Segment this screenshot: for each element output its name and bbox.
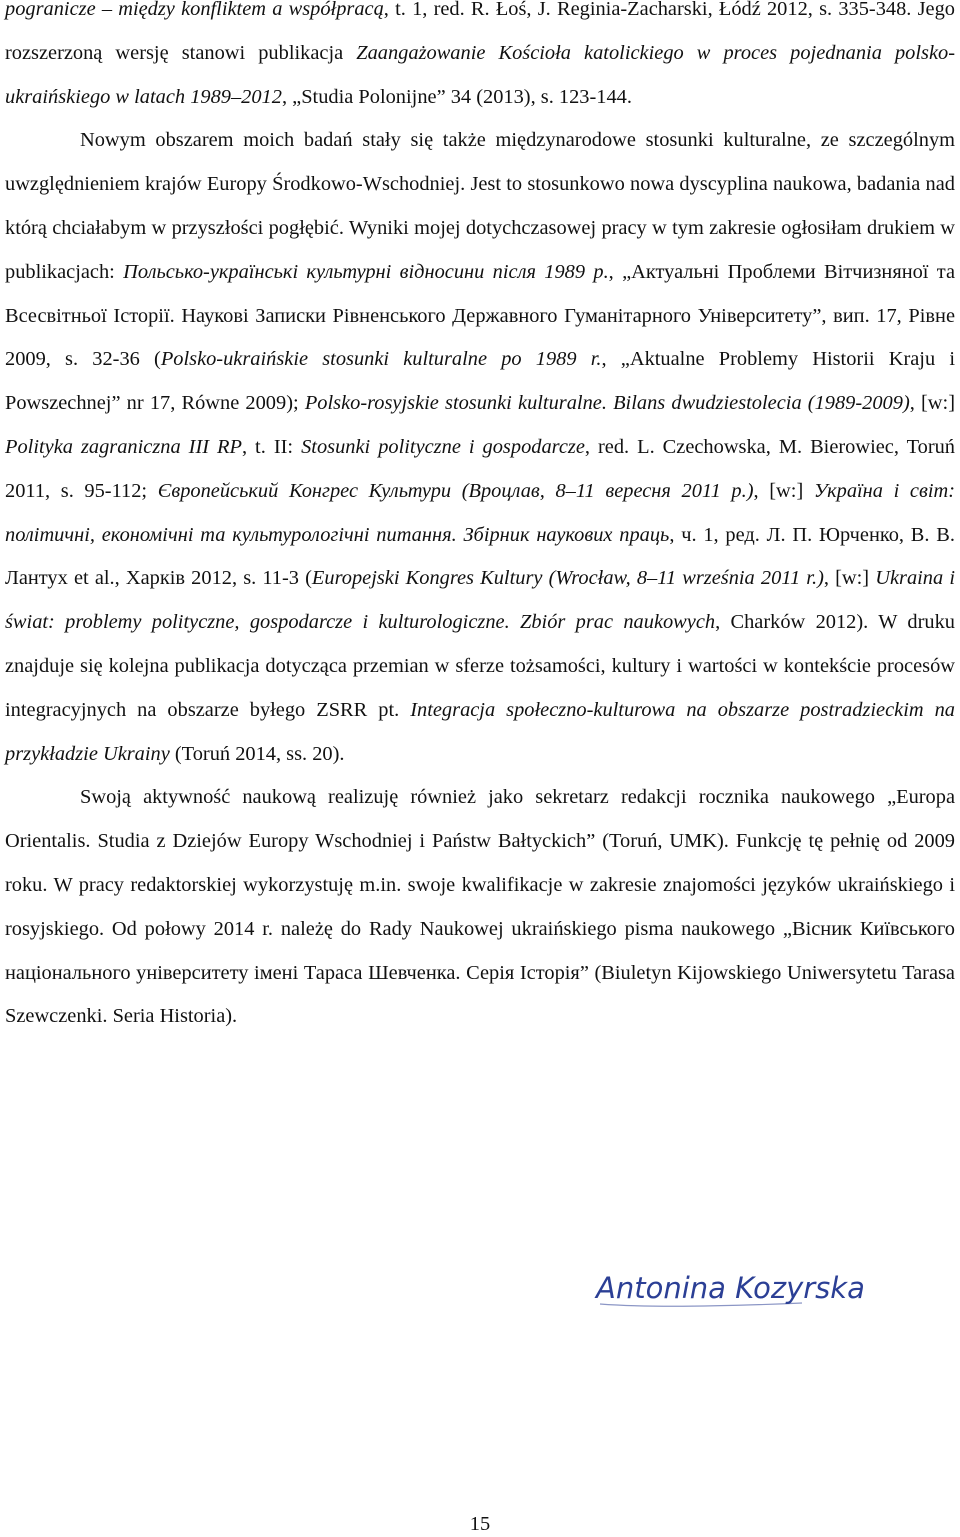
text-run: Swoją aktywność naukową realizuję również jako sekretarz redakcji rocznika naukowego „Europa Orientalis. Studia z Dziejów Europy Wschodniej i Państw Bałtyckich” (Toruń, UMK). Funkcję tę pełnię od 2009 roku. W pracy redaktorskiej wykorzystuję m.in. swoje kwalifikacje w zakresie znajomości języków ukraińskiego i rosyjskiego. Od połowy 2014 r. należę do Rady Naukowej ukraińskiego pisma naukowego „Вісник Київського національного університету імені Тараса Шевченка. Серія Історія” (Biuletyn Kijowskiego Uniwersytetu Tarasa Szewczenki. Seria Historia).	[5, 786, 955, 1028]
text-run: , „Studia Polonijne” 34 (2013), s. 123-144.	[281, 85, 632, 108]
text-run: , t. 1, red. R. Łoś, J. Reginia-Zacharski, Łódź 2012, s. 335-348. Jego rozszerzoną wersję stanowi publikacja	[5, 0, 955, 64]
italic-text-run: Польсько-українські культурні відносини після 1989 р.	[123, 260, 609, 283]
text-run: (Toruń 2014, ss. 20).	[169, 742, 345, 765]
text-run: , Charków 2012). W druku znajduje się kolejna publikacja dotycząca przemian w sferze tożsamości, kultury i wartości w kontekście procesów integracyjnych na obszarze byłego ZSRR pt.	[5, 611, 955, 721]
italic-text-run: Integracja społeczno-kulturowa na obszarze postradzieckim na przykładzie Ukrainy	[5, 698, 955, 765]
text-run: , red. L. Czechowska, M. Bierowiec, Toruń 2011, s. 95-112;	[5, 435, 956, 502]
paragraph-editorial	[5, 776, 955, 1039]
paragraph-research	[5, 119, 955, 776]
text-run: , [w:]	[909, 392, 955, 415]
page-number: 15	[469, 1513, 491, 1535]
text-run: , „Aktualne Problemy Historii Kraju i Powszechnej” nr 17, Równe 2009);	[5, 348, 955, 415]
italic-text-run: Ukraina i świat: problemy polityczne, gospodarcze i kulturologiczne. Zbiór prac naukowych	[5, 567, 956, 634]
text-run: , „Актуальні Проблеми Вітчизняної та Всесвітньої Історії. Наукові Записки Рівненського Державного Гуманітарного Університету”, вип. 17, Рівне 2009, s. 32-36 (	[5, 260, 955, 371]
text-run: , [w:]	[823, 567, 876, 590]
paragraph-continued	[5, 0, 955, 119]
italic-text-run: Polityka zagraniczna III RP	[5, 435, 242, 458]
italic-text-run: Stosunki polityczne i gospodarcze	[301, 435, 585, 458]
signature-text: Antonina Kozyrska	[596, 1271, 865, 1305]
text-run: , t. II:	[241, 435, 302, 458]
italic-text-run: Zaangażowanie Kościoła katolickiego w proces pojednania polsko-ukraińskiego w latach 1989–2012	[5, 41, 955, 108]
italic-text-run: Europejski Kongres Kultury (Wrocław, 8–11 września 2011 r.)	[311, 567, 824, 590]
italic-text-run: Україна і світ: політичні, економічні та культурологічні питання. Збірник наукових праць	[5, 479, 956, 546]
italic-text-run: Polsko-rosyjskie stosunki kulturalne. Bilans dwudziestolecia (1989-2009)	[304, 392, 910, 415]
italic-text-run: Європейський Конгрес Культури (Вроцлав, 8–11 вересня 2011 р.)	[157, 479, 754, 502]
text-run: , [w:]	[753, 479, 814, 502]
italic-text-run: pogranicze – między konfliktem a współpracą	[5, 0, 384, 20]
text-run: , ч. 1, ред. Л. П. Юрченко, В. В. Лантух et al., Харків 2012, s. 11-3 (	[5, 523, 955, 590]
italic-text-run: Polsko-ukraińskie stosunki kulturalne po 1989 r.	[160, 348, 602, 371]
document-page	[5, 0, 955, 1039]
handwritten-signature	[592, 1262, 922, 1314]
text-run: Nowym obszarem moich badań stały się także międzynarodowe stosunki kulturalne, ze szczególnym uwzględnieniem krajów Europy Środkowo-Wschodniej. Jest to stosunkowo nowa dyscyplina naukowa, badania nad którą chciałabym w przyszłości pogłębić. Wyniki mojej dotychczasowej pracy w tym zakresie ogłosiłam drukiem w publikacjach:	[5, 129, 955, 283]
